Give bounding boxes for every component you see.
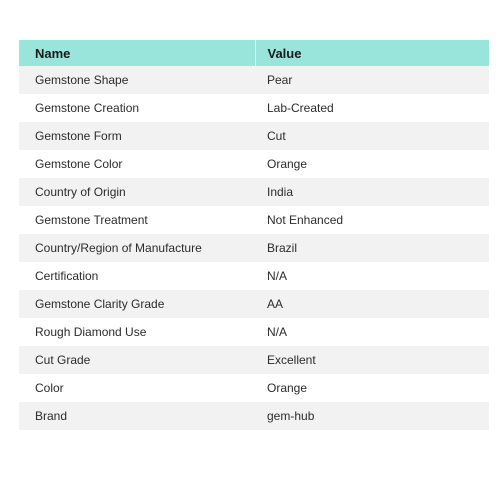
table-row [19,66,489,94]
cell-value: AA [255,290,489,318]
table-body [19,66,489,430]
cell-name: Country of Origin [19,178,255,206]
cell-name: Gemstone Treatment [19,206,255,234]
table-row [19,206,489,234]
cell-value: Lab-Created [255,94,489,122]
cell-name: Certification [19,262,255,290]
cell-name: Country/Region of Manufacture [19,234,255,262]
column-header-name: Name [19,40,255,66]
cell-value: gem-hub [255,402,489,430]
cell-value: Orange [255,374,489,402]
cell-value: Not Enhanced [255,206,489,234]
cell-value: N/A [255,318,489,346]
table-row [19,374,489,402]
cell-value: Cut [255,122,489,150]
cell-value: Brazil [255,234,489,262]
cell-name: Gemstone Form [19,122,255,150]
cell-value: Pear [255,66,489,94]
cell-value: India [255,178,489,206]
table-row [19,318,489,346]
table-row [19,346,489,374]
item-specifics-table [19,40,489,430]
table-row [19,122,489,150]
table-row [19,290,489,318]
cell-value: Orange [255,150,489,178]
table-header-row [19,40,489,66]
cell-name: Gemstone Color [19,150,255,178]
cell-name: Gemstone Shape [19,66,255,94]
cell-name: Gemstone Creation [19,94,255,122]
cell-value: N/A [255,262,489,290]
cell-name: Color [19,374,255,402]
table-row [19,178,489,206]
table-row [19,402,489,430]
cell-name: Rough Diamond Use [19,318,255,346]
table-row [19,150,489,178]
cell-name: Cut Grade [19,346,255,374]
table-row [19,234,489,262]
table-row [19,262,489,290]
cell-name: Gemstone Clarity Grade [19,290,255,318]
cell-name: Brand [19,402,255,430]
cell-value: Excellent [255,346,489,374]
column-header-value: Value [255,40,489,66]
table-row [19,94,489,122]
